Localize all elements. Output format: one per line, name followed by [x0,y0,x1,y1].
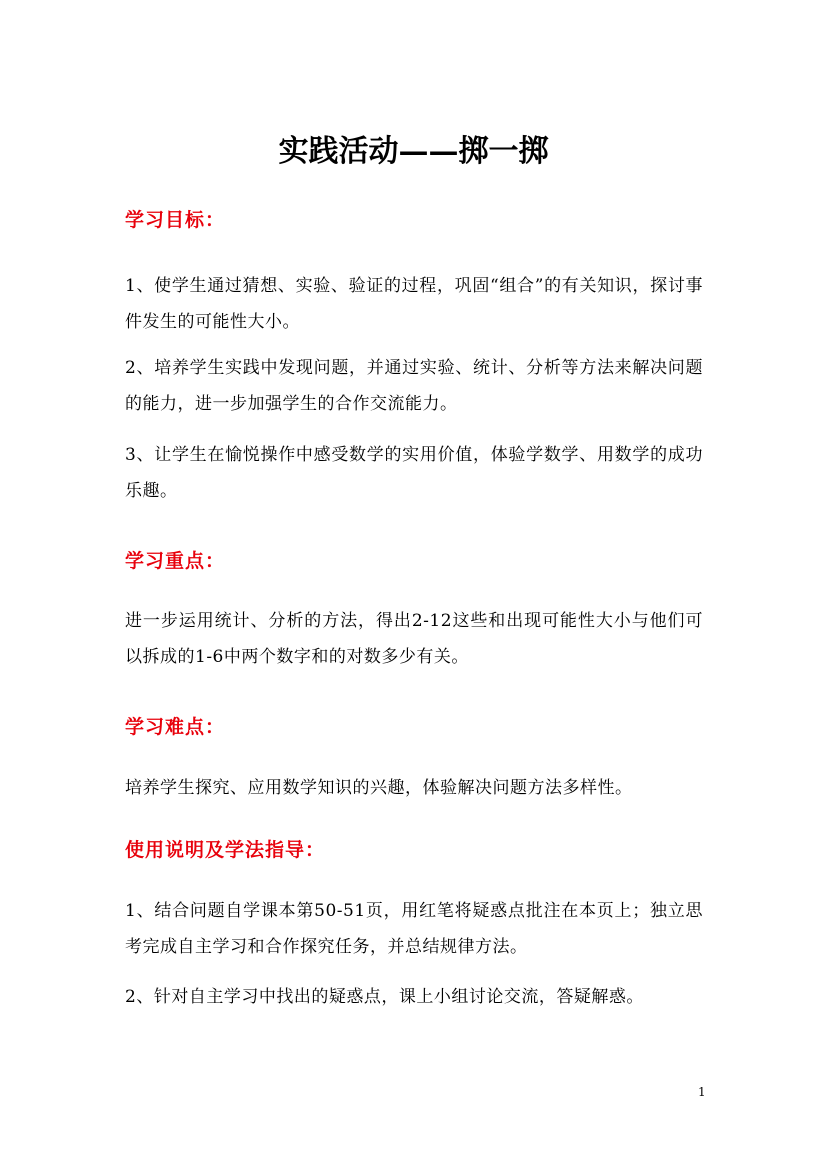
objective-item-1: 1、使学生通过猜想、实验、验证的过程，巩固“组合”的有关知识，探讨事件发生的可能性大小。 [125,276,703,332]
difficulties-text: 培养学生探究、应用数学知识的兴趣，体验解决问题方法多样性。 [125,778,633,798]
guidance-item-1: 1、结合问题自学课本第50-51页，用红笔将疑惑点批注在本页上；独立思考完成自主学习和合作探究任务，并总结规律方法。 [125,901,703,957]
difficulties-heading: 学习难点： [125,716,226,738]
objective-item-2: 2、培养学生实践中发现问题，并通过实验、统计、分析等方法来解决问题的能力，进一步加强学生的合作交流能力。 [125,358,703,414]
page-number: 1 [698,1085,706,1099]
objectives-heading: 学习目标： [125,209,226,231]
objective-item-3: 3、让学生在愉悦操作中感受数学的实用价值，体验学数学、用数学的成功乐趣。 [125,445,703,501]
document-title: 实践活动——掷一掷 [278,134,549,169]
guidance-heading: 使用说明及学法指导： [125,839,326,861]
guidance-item-2: 2、针对自主学习中找出的疑惑点，课上小组讨论交流，答疑解惑。 [125,987,644,1007]
key-points-text: 进一步运用统计、分析的方法，得出2-12这些和出现可能性大小与他们可以拆成的1-6中两个数字和的对数多少有关。 [125,611,703,667]
key-points-heading: 学习重点： [125,550,226,572]
